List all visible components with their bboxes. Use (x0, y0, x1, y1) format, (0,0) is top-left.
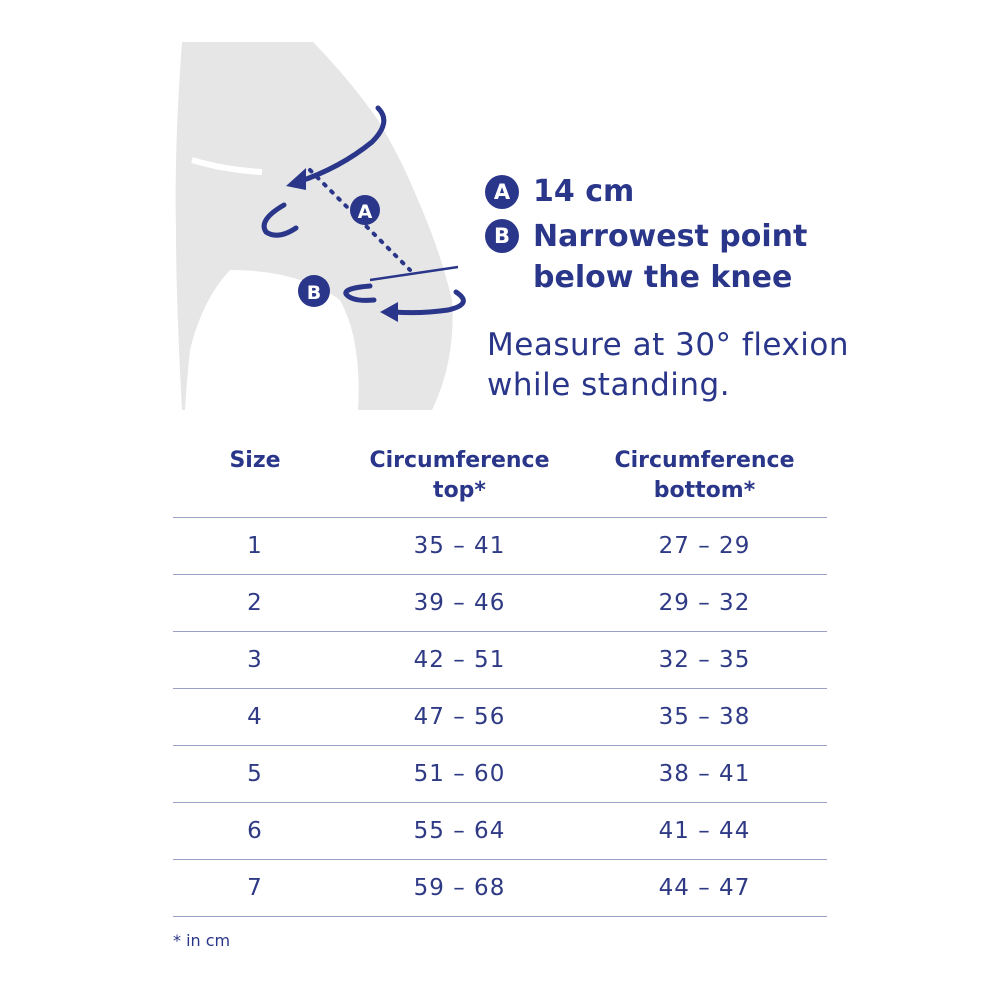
cell-top: 39 – 46 (337, 575, 582, 632)
cell-size: 6 (173, 803, 337, 860)
table-row (173, 746, 827, 803)
leg-diagram (150, 30, 490, 420)
legend-text-a: 14 cm (533, 174, 635, 209)
measurement-legend (485, 172, 807, 298)
table-header-row (173, 446, 827, 518)
table-row (173, 632, 827, 689)
size-chart-table (173, 446, 827, 917)
leg-measurement-illustration (150, 30, 490, 420)
cell-size: 3 (173, 632, 337, 689)
legend-text-b (533, 216, 807, 298)
cell-size: 1 (173, 518, 337, 575)
legend-badge-a: A (485, 175, 519, 209)
cell-bottom: 41 – 44 (582, 803, 827, 860)
instruction-line2: while standing. (487, 367, 731, 403)
header-circumference-bottom (582, 446, 827, 518)
legend-item-a (485, 172, 807, 212)
cell-top: 47 – 56 (337, 689, 582, 746)
table-row (173, 689, 827, 746)
header-size: Size (173, 446, 337, 518)
cell-bottom: 29 – 32 (582, 575, 827, 632)
cell-size: 2 (173, 575, 337, 632)
instruction-line1: Measure at 30° flexion (487, 327, 850, 363)
cell-bottom: 38 – 41 (582, 746, 827, 803)
legend-badge-b: B (485, 219, 519, 253)
table-row (173, 575, 827, 632)
leg-silhouette (176, 42, 453, 410)
marker-a-label: A (357, 201, 373, 223)
legend-text-b-line1: Narrowest point (533, 219, 808, 254)
table-row (173, 518, 827, 575)
cell-top: 35 – 41 (337, 518, 582, 575)
header-bottom-line1: Circumference (614, 448, 795, 473)
cell-size: 7 (173, 860, 337, 917)
cell-top: 42 – 51 (337, 632, 582, 689)
header-circumference-top (337, 446, 582, 518)
cell-top: 59 – 68 (337, 860, 582, 917)
legend-item-b (485, 216, 807, 298)
measurement-instruction (487, 325, 907, 405)
cell-bottom: 44 – 47 (582, 860, 827, 917)
header-top-line2: top* (433, 478, 486, 503)
legend-text-b-line2: below the knee (533, 260, 793, 295)
cell-size: 5 (173, 746, 337, 803)
cell-bottom: 32 – 35 (582, 632, 827, 689)
marker-b-label: B (306, 282, 322, 304)
table-row (173, 860, 827, 917)
header-bottom-line2: bottom* (653, 478, 756, 503)
cell-bottom: 27 – 29 (582, 518, 827, 575)
table-row (173, 803, 827, 860)
header-top-line1: Circumference (369, 448, 550, 473)
cell-top: 51 – 60 (337, 746, 582, 803)
footnote: * in cm (173, 931, 231, 950)
cell-bottom: 35 – 38 (582, 689, 827, 746)
cell-top: 55 – 64 (337, 803, 582, 860)
cell-size: 4 (173, 689, 337, 746)
